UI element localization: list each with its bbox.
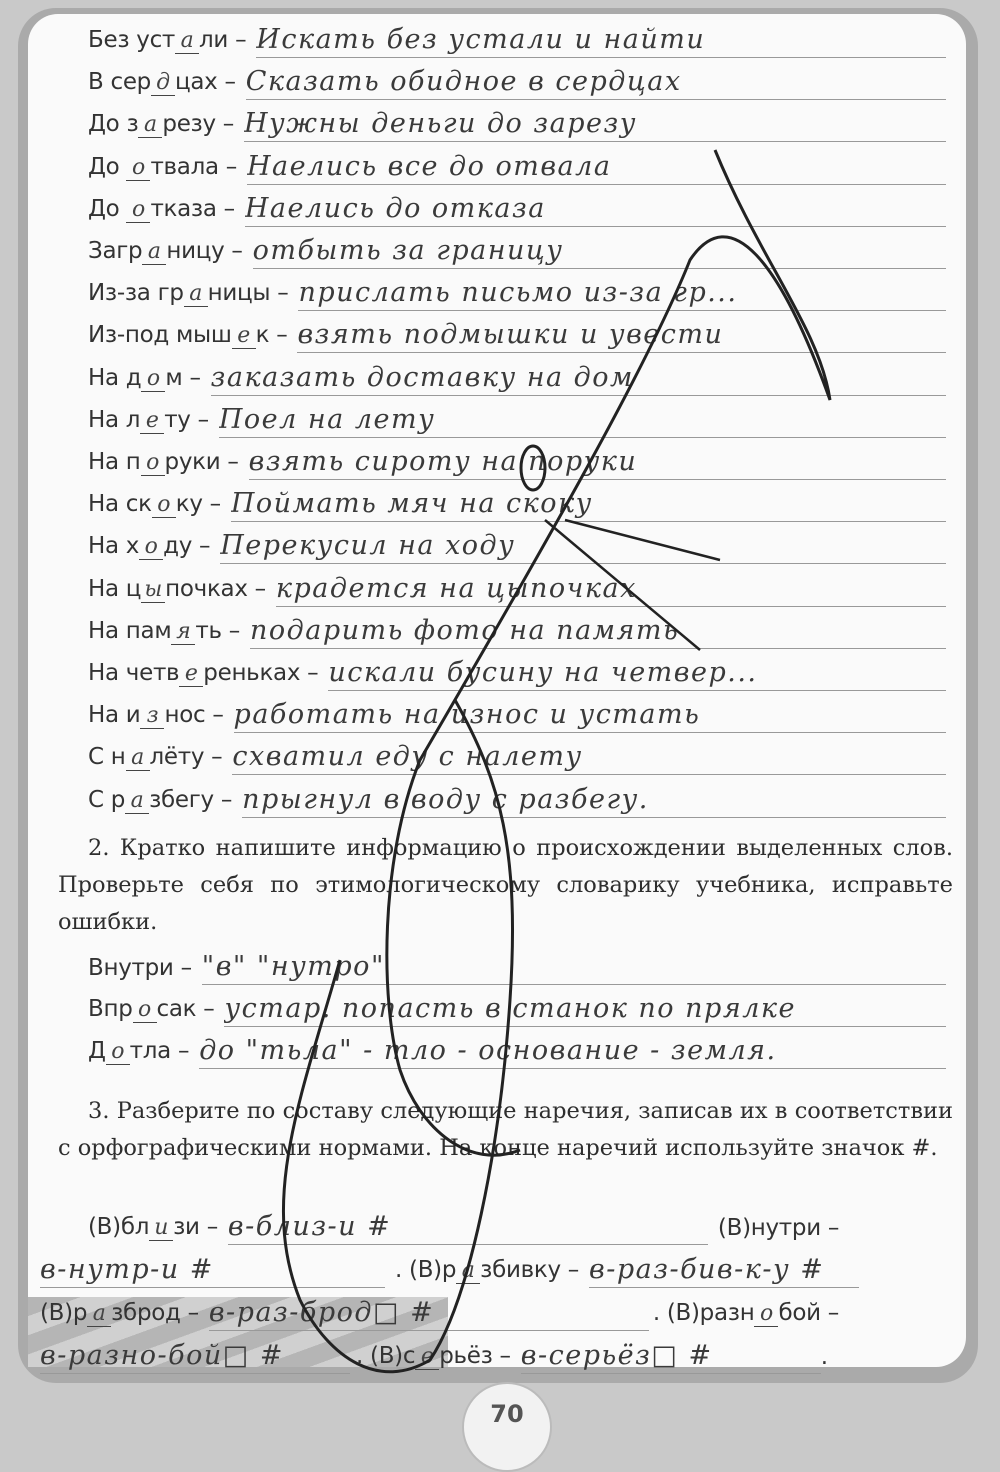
exercise-row bbox=[88, 567, 946, 607]
answer-field[interactable]: в-раз-брод□ # bbox=[209, 1294, 649, 1331]
period: . bbox=[820, 1344, 828, 1370]
answer-field[interactable]: в-раз-бив-к-у # bbox=[589, 1251, 859, 1288]
answer-field[interactable]: в-разно-бой□ # bbox=[40, 1337, 350, 1374]
page-number: 70 bbox=[462, 1382, 552, 1472]
answer-field[interactable]: до "тьла" - тло - основание - земля. bbox=[199, 1032, 946, 1069]
fill-blank[interactable]: д bbox=[151, 70, 175, 96]
fill-blank[interactable]: ы bbox=[141, 577, 165, 603]
exercise-row bbox=[88, 440, 946, 480]
exercise-row bbox=[88, 271, 946, 311]
answer-field[interactable]: крадется на цыпочках bbox=[276, 570, 946, 607]
exercise-row bbox=[88, 778, 946, 818]
exercise-2-instruction: 2. Кратко напишите информацию о происхождении выделенных слов. Проверьте себя по этимологическому словарику учебника, исправьте ошибки. bbox=[58, 835, 953, 935]
answer-field[interactable]: Нужны деньги до зарезу bbox=[244, 105, 946, 142]
phrase-label: До о твала – bbox=[88, 153, 238, 180]
exercise-row bbox=[88, 651, 946, 691]
phrase-label: Загр а ницу – bbox=[88, 238, 243, 264]
answer-field[interactable]: Поел на лету bbox=[219, 401, 946, 438]
phrase-label: На ц ы почках – bbox=[88, 575, 266, 602]
answer-field[interactable]: схватил еду с налету bbox=[232, 738, 946, 775]
fill-blank[interactable]: а bbox=[138, 112, 162, 138]
exercise-row bbox=[88, 693, 946, 733]
phrase-label: До о тказа – bbox=[88, 195, 235, 222]
fill-blank[interactable]: о bbox=[126, 197, 150, 223]
fill-blank[interactable]: а bbox=[456, 1258, 480, 1284]
answer-field[interactable]: работать на износ и устать bbox=[234, 696, 946, 733]
fill-blank[interactable]: о bbox=[126, 155, 150, 181]
fill-blank[interactable]: о bbox=[133, 997, 157, 1023]
answer-field[interactable]: в-близ-и # bbox=[228, 1208, 708, 1245]
answer-field[interactable]: Перекусил на ходу bbox=[220, 527, 946, 564]
etymology-row bbox=[88, 945, 946, 985]
answer-field[interactable]: Наелись до отказа bbox=[245, 190, 946, 227]
exercise-row bbox=[88, 735, 946, 775]
fill-blank[interactable]: а bbox=[125, 788, 149, 814]
fill-blank[interactable]: о bbox=[106, 1039, 130, 1065]
ex3-line-2 bbox=[40, 1248, 955, 1288]
ex3-item-vraznoboy: . (В)разн о бой – bbox=[652, 1300, 839, 1326]
exercise-row bbox=[88, 102, 946, 142]
fill-blank[interactable]: е bbox=[232, 323, 256, 349]
etymology-row bbox=[88, 1029, 946, 1069]
fill-blank[interactable]: о bbox=[754, 1301, 778, 1327]
phrase-label: На ск о ку – bbox=[88, 491, 221, 518]
word-label: Внутри – bbox=[88, 955, 192, 981]
phrase-label: На четв е реньках – bbox=[88, 660, 319, 686]
answer-field[interactable]: в-нутр-и # bbox=[40, 1251, 385, 1288]
ex3-item-vnutri: (В)нутри – bbox=[717, 1215, 840, 1241]
phrase-label: На х о ду – bbox=[88, 533, 211, 560]
exercise-row bbox=[88, 187, 946, 227]
fill-blank[interactable]: е bbox=[179, 661, 203, 687]
answer-field[interactable]: взять сироту на поруки bbox=[249, 443, 946, 480]
ex3-item-vblizi: (В)бл и зи – bbox=[88, 1214, 218, 1240]
phrase-label: Из-под мыш е к – bbox=[88, 322, 288, 349]
fill-blank[interactable]: о bbox=[152, 492, 176, 518]
fill-blank[interactable]: о bbox=[141, 366, 165, 392]
answer-field[interactable]: в-серьёз□ # bbox=[521, 1337, 821, 1374]
phrase-label: С н а лёту – bbox=[88, 744, 223, 771]
answer-field[interactable]: прыгнул в воду с разбегу. bbox=[242, 781, 946, 818]
fill-blank[interactable]: е bbox=[415, 1344, 439, 1370]
exercise-row bbox=[88, 145, 946, 185]
fill-blank[interactable]: а bbox=[142, 239, 166, 265]
phrase-label: На л е ту – bbox=[88, 406, 209, 433]
exercise-row bbox=[88, 524, 946, 564]
fill-blank[interactable]: а bbox=[184, 281, 208, 307]
phrase-label: До з а резу – bbox=[88, 111, 234, 138]
answer-field[interactable]: заказать доставку на дом bbox=[211, 359, 946, 396]
answer-field[interactable]: Наелись все до отвала bbox=[247, 148, 946, 185]
exercise-row bbox=[88, 398, 946, 438]
phrase-label: С р а збегу – bbox=[88, 786, 233, 813]
answer-field[interactable]: прислать письмо из-за гр... bbox=[298, 274, 946, 311]
exercise-row bbox=[88, 356, 946, 396]
fill-blank[interactable]: з bbox=[140, 703, 164, 729]
phrase-label: В сер д цах – bbox=[88, 69, 236, 96]
fill-blank[interactable]: а bbox=[87, 1301, 111, 1327]
fill-blank[interactable]: е bbox=[140, 408, 164, 434]
phrase-label: Без уст а ли – bbox=[88, 27, 247, 53]
exercise-row bbox=[88, 313, 946, 353]
answer-field[interactable]: Сказать обидное в сердцах bbox=[246, 63, 946, 100]
answer-field[interactable]: подарить фото на память bbox=[250, 612, 946, 649]
phrase-label: Из-за гр а ницы – bbox=[88, 280, 289, 307]
phrase-label: На и з нос – bbox=[88, 702, 224, 729]
fill-blank[interactable]: и bbox=[149, 1215, 173, 1241]
exercise-3-instruction: 3. Разберите по составу следующие наречия, записав их в соответствии с орфографическими нормами. На конце наречий используйте значок #. bbox=[58, 1098, 953, 1161]
ex3-item-vrazbrod: (В)р а зброд – bbox=[40, 1300, 199, 1326]
answer-field[interactable]: искали бусину на четвер... bbox=[328, 654, 946, 691]
ex3-line-4 bbox=[40, 1334, 955, 1374]
etymology-row bbox=[88, 987, 946, 1027]
phrase-label: На пам я ть – bbox=[88, 617, 240, 644]
word-label: Д о тла – bbox=[88, 1038, 190, 1064]
exercise-row bbox=[88, 229, 946, 269]
exercise-row bbox=[88, 609, 946, 649]
fill-blank[interactable]: я bbox=[171, 619, 195, 645]
fill-blank[interactable]: а bbox=[126, 745, 150, 771]
ex3-line-1 bbox=[88, 1205, 948, 1245]
answer-field[interactable]: "в" "нутро" bbox=[202, 948, 946, 985]
answer-field[interactable]: взять подмышки и увести bbox=[297, 316, 946, 353]
fill-blank[interactable]: о bbox=[139, 534, 163, 560]
phrase-label: На п о руки – bbox=[88, 449, 239, 475]
ex3-line-3 bbox=[40, 1291, 955, 1331]
answer-field[interactable]: отбыть за границу bbox=[253, 232, 946, 269]
fill-blank[interactable]: о bbox=[141, 450, 165, 476]
ex3-item-vseryoz: . (В)с е рьёз – bbox=[356, 1343, 511, 1369]
word-label: Впр о сак – bbox=[88, 996, 215, 1022]
exercise-row bbox=[88, 18, 946, 58]
exercise-row bbox=[88, 482, 946, 522]
answer-field[interactable]: Искать без устали и найти bbox=[256, 21, 946, 58]
fill-blank[interactable]: а bbox=[175, 28, 199, 54]
phrase-label: На д о м – bbox=[88, 364, 201, 391]
exercise-row bbox=[88, 60, 946, 100]
answer-field[interactable]: устар. попасть в станок по прялке bbox=[224, 990, 946, 1027]
answer-field[interactable]: Поймать мяч на скоку bbox=[231, 485, 946, 522]
ex3-item-vrazbivku: . (В)р а збивку – bbox=[395, 1257, 579, 1283]
